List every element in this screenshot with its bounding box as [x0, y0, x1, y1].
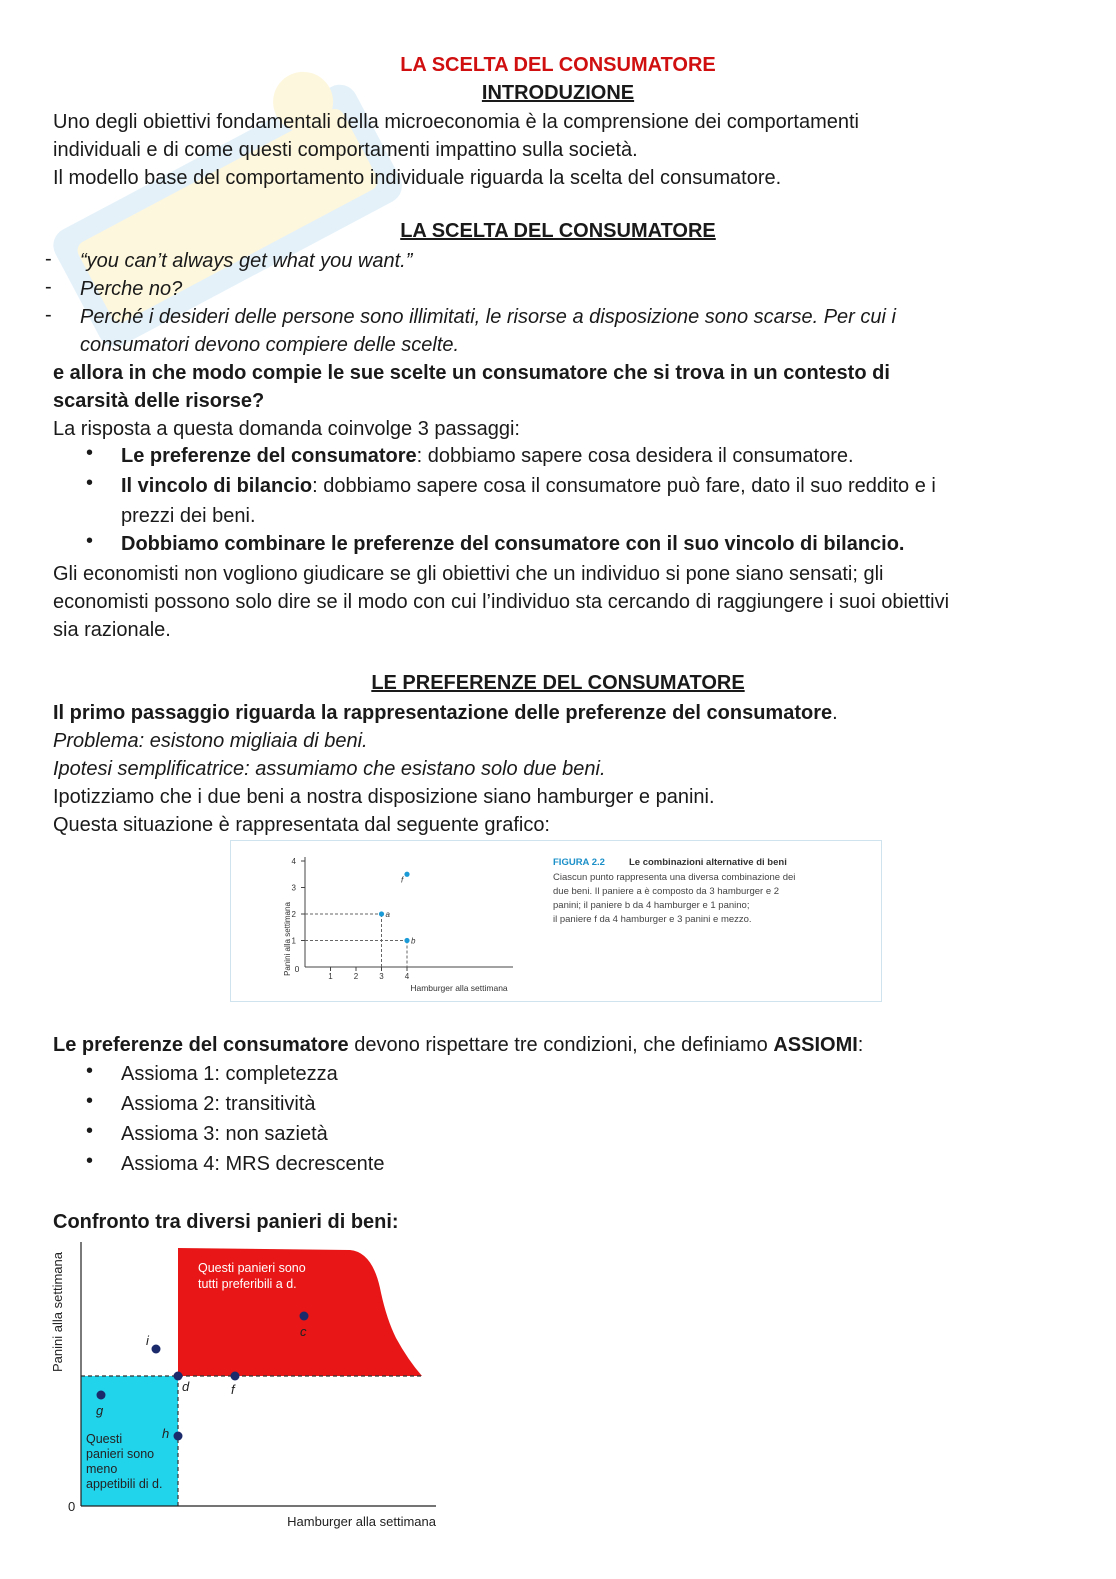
bullet-marker: •: [86, 1120, 94, 1142]
answer-intro: La risposta a questa domanda coinvolge 3 passaggi:: [53, 418, 520, 440]
preferred-region-label: Questi panieri sono: [198, 1261, 306, 1275]
preferences-figure: [50, 1238, 440, 1538]
x-tick-label: 2: [353, 972, 359, 981]
point-c: [300, 1312, 309, 1321]
dash-marker: -: [45, 276, 52, 298]
y-tick-label: 2: [291, 910, 296, 919]
step-text: : dobbiamo sapere cosa desidera il consumatore.: [416, 445, 854, 467]
point-label-h: h: [162, 1426, 170, 1441]
point-f: [404, 872, 409, 877]
x-axis-label: Hamburger alla settimana: [287, 1514, 436, 1529]
quote-item: Perche no?: [80, 278, 183, 300]
point-label-g: g: [96, 1403, 104, 1418]
point-label-a: a: [385, 910, 390, 919]
x-tick-label: 3: [379, 972, 384, 981]
x-axis-label: Hamburger alla settimana: [410, 983, 508, 993]
y-axis-label: Panini alla settimana: [50, 1252, 65, 1372]
economists-line: sia razionale.: [53, 619, 171, 641]
step-item: [121, 441, 1051, 471]
less-preferred-label: appetibili di d.: [86, 1477, 163, 1491]
preferred-region-label: tutti preferibili a d.: [198, 1277, 297, 1291]
bullet-marker: •: [86, 472, 94, 494]
document-title: LA SCELTA DEL CONSUMATORE: [400, 54, 716, 76]
pref-line: Problema: esistono migliaia di beni.: [53, 730, 368, 752]
figure-title: Le combinazioni alternative di beni: [629, 857, 787, 868]
point-label-d: d: [182, 1379, 190, 1394]
point-f: [231, 1372, 240, 1381]
point-label-b: b: [411, 936, 416, 946]
step-item: Dobbiamo combinare le preferenze del consumatore con il suo vincolo di bilancio.: [121, 533, 905, 555]
less-preferred-label: panieri sono: [86, 1447, 155, 1461]
intro-line: Uno degli obiettivi fondamentali della microeconomia è la comprensione dei comportamenti: [53, 111, 859, 133]
point-g: [97, 1391, 106, 1400]
compare-heading: Confronto tra diversi panieri di beni:: [53, 1211, 399, 1233]
dash-marker: -: [45, 248, 52, 270]
figure-2-2: [230, 840, 882, 1002]
y-tick-label: 1: [291, 936, 296, 946]
figure-caption-line: Ciascun punto rappresenta una diversa combinazione dei: [553, 872, 796, 883]
axioms-bold-2: ASSIOMI: [773, 1034, 858, 1056]
point-label-f: f: [401, 875, 404, 885]
pref-bold: Il primo passaggio riguarda la rappresentazione delle preferenze del consumatore: [53, 702, 833, 724]
intro-heading: INTRODUZIONE: [481, 82, 635, 104]
figure-caption-line: panini; il paniere b da 4 hamburger e 1 panino;: [553, 900, 750, 911]
step-bold: Il vincolo di bilancio: [121, 475, 313, 497]
question-line: scarsità delle risorse?: [53, 390, 265, 412]
pref-line: Questa situazione è rappresentata dal seguente grafico:: [53, 814, 550, 836]
section-heading: LA SCELTA DEL CONSUMATORE: [400, 220, 716, 242]
origin-label: 0: [68, 1499, 76, 1514]
point-label-i: i: [146, 1333, 149, 1348]
quote-item: “you can’t always get what you want.”: [80, 250, 413, 272]
scatter-chart: [231, 841, 881, 1001]
point-a: [379, 911, 384, 916]
figure-caption-line: il paniere f da 4 hamburger e 3 panini e mezzo.: [553, 914, 752, 925]
point-b: [404, 938, 409, 943]
intro-line: individuali e di come questi comportamenti impattino sulla società.: [53, 139, 638, 161]
economists-line: Gli economisti non vogliono giudicare se gli obiettivi che un individuo si pone siano sensati; gli: [53, 563, 884, 585]
y-axis-label: Panini alla settimana: [283, 902, 292, 976]
y-tick-label: 4: [291, 857, 296, 866]
step-item: [121, 471, 1051, 501]
axioms-colon: :: [857, 1034, 864, 1056]
x-tick-label: 1: [328, 972, 333, 981]
bullet-marker: •: [86, 530, 94, 552]
pref-period: .: [832, 702, 838, 724]
pref-line: [53, 699, 1063, 727]
data-marks: [305, 872, 416, 967]
figure-caption-line: due beni. Il paniere a è composto da 3 hamburger e 2: [553, 886, 780, 897]
point-label-f: f: [231, 1382, 235, 1397]
bullet-marker: •: [86, 1090, 94, 1112]
axiom-item: Assioma 4: MRS decrescente: [121, 1153, 385, 1175]
x-tick-label: 4: [404, 972, 410, 981]
axioms-text: devono rispettare tre condizioni, che definiamo: [348, 1034, 774, 1056]
axis-ticks: [292, 857, 410, 981]
axiom-item: Assioma 3: non sazietà: [121, 1123, 328, 1145]
bullet-marker: •: [86, 1150, 94, 1172]
step-bold: Le preferenze del consumatore: [121, 445, 417, 467]
section-heading: LE PREFERENZE DEL CONSUMATORE: [371, 672, 745, 694]
preferences-diagram: [50, 1238, 440, 1538]
figure-label: FIGURA 2.2: [553, 857, 605, 868]
axiom-item: Assioma 2: transitività: [121, 1093, 316, 1115]
axiom-item: Assioma 1: completezza: [121, 1063, 338, 1085]
pref-line: Ipotizziamo che i due beni a nostra disposizione siano hamburger e panini.: [53, 786, 715, 808]
origin-label: 0: [294, 964, 300, 974]
question-line: e allora in che modo compie le sue scelte un consumatore che si trova in un contesto di: [53, 362, 890, 384]
y-tick-label: 3: [291, 883, 296, 893]
less-preferred-label: Questi: [86, 1432, 123, 1446]
dash-marker: -: [45, 304, 52, 326]
point-label-c: c: [300, 1324, 307, 1339]
quote-item-continuation: consumatori devono compiere delle scelte.: [80, 334, 460, 356]
point-i: [152, 1345, 161, 1354]
pref-line: Ipotesi semplificatrice: assumiamo che esistano solo due beni.: [53, 758, 606, 780]
axioms-intro: [53, 1031, 1063, 1059]
quote-item: Perché i desideri delle persone sono illimitati, le risorse a disposizione sono scarse. Per cui i: [80, 306, 896, 328]
step-item-continuation: prezzi dei beni.: [121, 505, 256, 527]
intro-line: Il modello base del comportamento individuale riguarda la scelta del consumatore.: [53, 167, 782, 189]
bullet-marker: •: [86, 442, 94, 464]
bullet-marker: •: [86, 1060, 94, 1082]
point-h: [174, 1432, 183, 1441]
step-text: : dobbiamo sapere cosa il consumatore può fare, dato il suo reddito e i: [312, 475, 936, 497]
axioms-bold: Le preferenze del consumatore: [53, 1034, 349, 1056]
less-preferred-label: meno: [86, 1462, 118, 1476]
economists-line: economisti possono solo dire se il modo con cui l’individuo sta cercando di raggiungere i suoi obiettivi: [53, 591, 950, 613]
